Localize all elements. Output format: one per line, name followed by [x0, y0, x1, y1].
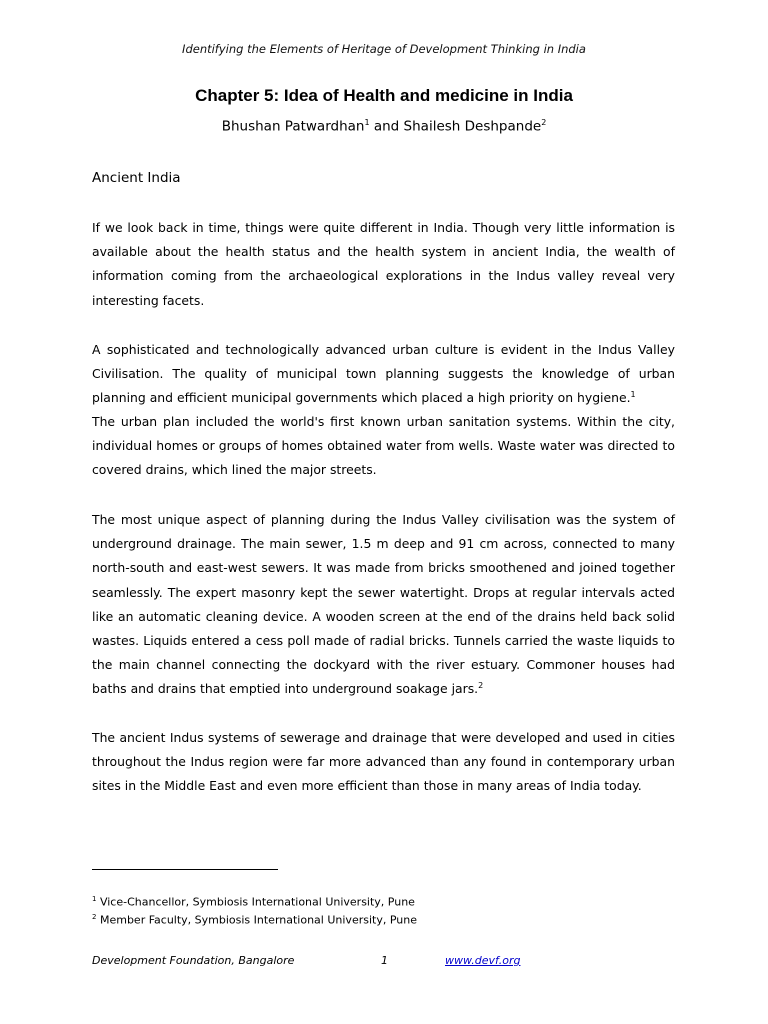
footer-website-link[interactable]: www.devf.org	[445, 954, 521, 967]
footnote-2	[92, 910, 417, 928]
footnote-2-text: Member Faculty, Symbiosis International University, Pune	[96, 913, 417, 927]
paragraph-text	[92, 338, 675, 411]
section-heading: Ancient India	[92, 170, 181, 186]
paragraph	[92, 216, 675, 313]
paragraph-text: The urban plan included the world's first known urban sanitation systems. Within the city, individual homes or groups of homes obtained water from wells. Waste water was directed to covered drains, which lined the major streets.	[92, 414, 675, 478]
paragraph-text	[92, 508, 675, 702]
author-2: Shailesh Deshpande	[403, 118, 542, 135]
footnote-mark[interactable]: 1	[630, 390, 636, 400]
author-2-footnote-mark[interactable]: 2	[541, 118, 547, 127]
paragraph-text: The ancient Indus systems of sewerage and drainage that were developed and used in cities throughout the Indus region were far more advanced than any found in contemporary urban sites in the Middle East and even more efficient than those in many areas of India today.	[92, 730, 675, 794]
footnote-2-mark: 2	[92, 912, 97, 921]
paragraph	[92, 338, 675, 411]
footnote-mark[interactable]: 2	[478, 681, 484, 691]
footer-publisher: Development Foundation, Bangalore	[92, 954, 295, 967]
paragraph	[92, 726, 675, 799]
paragraph	[92, 410, 675, 483]
author-1-footnote-mark[interactable]: 1	[364, 118, 370, 127]
author-1: Bhushan Patwardhan	[221, 118, 365, 135]
footer-page-number: 1	[381, 954, 388, 967]
footnote-separator	[92, 869, 278, 870]
footnote-1-text: Vice-Chancellor, Symbiosis International University, Pune	[96, 895, 415, 909]
footnotes	[92, 892, 417, 927]
paragraph-text-span: The most unique aspect of planning during the Indus Valley civilisation was the system of underground drainage. The main sewer, 1.5 m deep and 91 cm across, connected to many north-south and east-west sewers. It was made from bricks smoothened and joined together seamlessly. The expert masonry kept the sewer watertight. Drops at regular intervals acted like an automatic cleaning device. A wooden screen at the end of the drains held back solid wastes. Liquids entered a cess poll made of radial bricks. Tunnels carried the waste liquids to the main channel connecting the dockyard with the river estuary. Commoner houses had baths and drains that emptied into underground soakage jars.	[92, 512, 675, 697]
running-header: Identifying the Elements of Heritage of Development Thinking in India	[182, 42, 586, 56]
paragraph-text: If we look back in time, things were quite different in India. Though very little information is available about the health status and the health system in ancient India, the wealth of information coming from the archaeological explorations in the Indus valley reveal very interesting facets.	[92, 220, 675, 308]
author-line	[0, 118, 768, 135]
footnote-1-mark: 1	[92, 895, 97, 903]
paragraph-text-span: A sophisticated and technologically advanced urban culture is evident in the Indus Valley Civilisation. The quality of municipal town planning suggests the knowledge of urban planning and efficient municipal governments which placed a high priority on hygiene.	[92, 342, 675, 406]
author-conjunction: and	[369, 118, 404, 135]
chapter-title: Chapter 5: Idea of Health and medicine in India	[195, 86, 573, 105]
footnote-1	[92, 892, 417, 910]
paragraph	[92, 508, 675, 702]
